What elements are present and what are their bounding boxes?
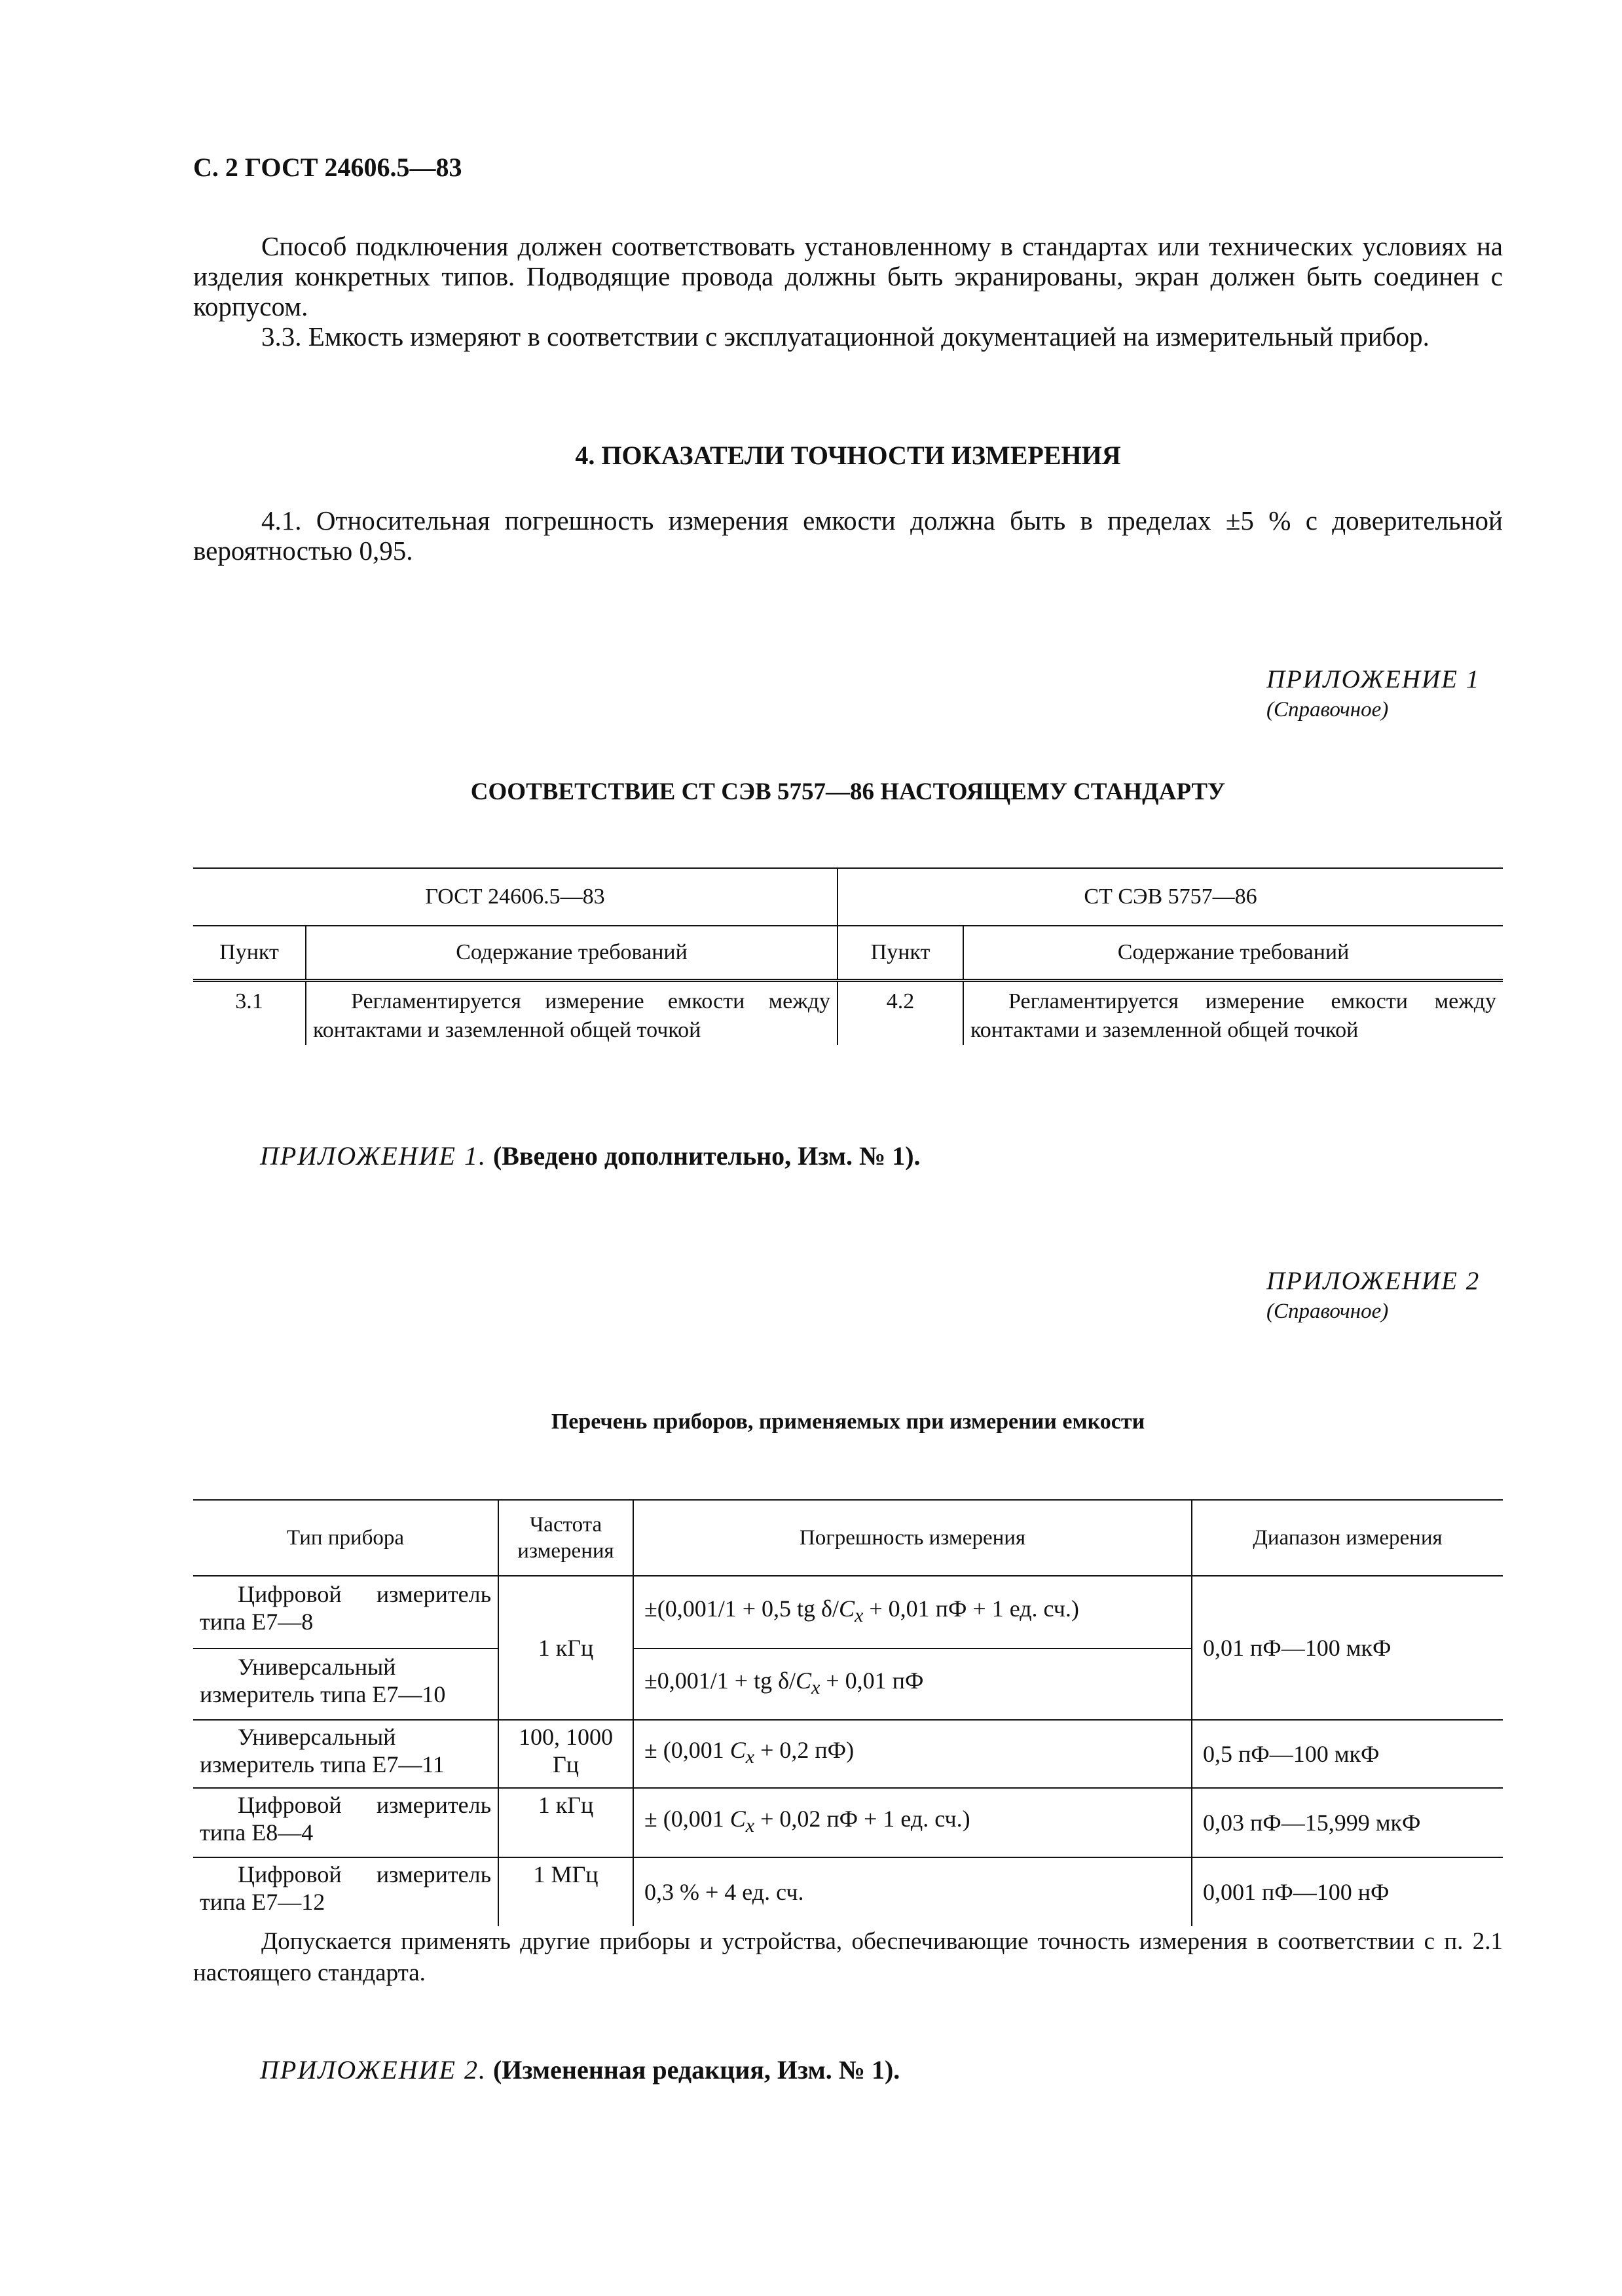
gost-point-cell: 3.1 bbox=[193, 981, 306, 1046]
st-sev-column-header: СТ СЭВ 5757—86 bbox=[1084, 884, 1257, 909]
st-sev-content-cell: Регламентируется измерение емкости между контактами и заземленной общей точкой bbox=[970, 989, 1497, 1042]
section-4-body bbox=[193, 505, 1503, 566]
appendix-2-note-label: ПРИЛОЖЕНИЕ 2. bbox=[260, 2055, 487, 2085]
instrument-type-cell: Универсальный измеритель типа Е7—11 bbox=[193, 1720, 498, 1788]
capacitance-symbol: $C_x$ bbox=[839, 1595, 864, 1627]
content-column-header: Содержание требований bbox=[306, 926, 838, 981]
range-cell: 0,03 пФ—15,999 мкФ bbox=[1192, 1788, 1503, 1857]
table-row bbox=[193, 1788, 1503, 1857]
capacitance-symbol: $C_x$ bbox=[729, 1737, 755, 1768]
appendix-1-note bbox=[260, 1140, 921, 1171]
error-formula: ±(0,001/1 + 0,5 tg $\delta/C_x + 0,01$ пФ + 1 ед. сч.) bbox=[644, 1595, 1079, 1627]
appendix-2-sub: (Справочное) bbox=[1266, 1300, 1389, 1323]
error-formula: ±0,001/1 + tg $\delta/C_x + 0,01$ пФ bbox=[644, 1667, 924, 1699]
clause-4-1: 4.1. Относительная погрешность измерения емкости должна быть в пределах ±5 % с доверительной вероятностью 0,95. bbox=[193, 505, 1503, 566]
intro-paragraph: Способ подключения должен соответствовать установленному в стандартах или технических условиях на изделия конкретных типов. Подводящие провода должны быть экранированы, экран должен быть соединен с корпусом. bbox=[193, 231, 1503, 321]
error-cell bbox=[633, 1720, 1192, 1788]
error-formula: ± (0,001 $C_x + 0,2$ пФ) bbox=[644, 1737, 855, 1768]
appendix-1-sub: (Справочное) bbox=[1266, 698, 1389, 721]
table-row bbox=[193, 1576, 1503, 1649]
gost-column-header: ГОСТ 24606.5—83 bbox=[193, 868, 838, 926]
section-4-heading: 4. ПОКАЗАТЕЛИ ТОЧНОСТИ ИЗМЕРЕНИЯ bbox=[575, 441, 1121, 470]
correspondence-table bbox=[193, 867, 1503, 1045]
table-row bbox=[193, 1857, 1503, 1926]
appendix-2-note-text: (Измененная редакция, Изм. № 1). bbox=[492, 2055, 900, 2085]
point-column-header: Пункт bbox=[193, 926, 306, 981]
frequency-cell: 1 кГц bbox=[498, 1576, 633, 1720]
intro-block bbox=[193, 231, 1503, 352]
clause-3-3: 3.3. Емкость измеряют в соответствии с эксплуатационной документацией на измерительный прибор. bbox=[261, 321, 1429, 352]
range-cell: 0,01 пФ—100 мкФ bbox=[1192, 1576, 1503, 1720]
appendix-2-footnote-block bbox=[193, 1926, 1503, 1989]
instrument-type-cell: Цифровой измеритель типа Е7—8 bbox=[193, 1576, 498, 1649]
instrument-type-cell: Цифровой измеритель типа Е7—12 bbox=[193, 1857, 498, 1926]
error-formula: 0,3 % + 4 ед. сч. bbox=[644, 1879, 804, 1905]
instruments-table bbox=[193, 1499, 1503, 1926]
gost-content-cell: Регламентируется измерение емкости между контактами и заземленной общей точкой bbox=[306, 981, 838, 1046]
range-cell: 0,001 пФ—100 нФ bbox=[1203, 1879, 1390, 1905]
capacitance-symbol: $C_x$ bbox=[729, 1806, 755, 1837]
error-cell bbox=[633, 1857, 1192, 1926]
table-row bbox=[193, 1720, 1503, 1788]
page-title: С. 2 ГОСТ 24606.5—83 bbox=[193, 153, 462, 182]
frequency-cell: 1 МГц bbox=[498, 1857, 633, 1926]
error-column-header: Погрешность измерения bbox=[633, 1500, 1192, 1576]
point-column-header: Пункт bbox=[838, 926, 963, 981]
appendix-1-title: СООТВЕТСТВИЕ СТ СЭВ 5757—86 НАСТОЯЩЕМУ СТАНДАРТУ bbox=[470, 778, 1226, 805]
content-column-header: Содержание требований bbox=[963, 926, 1503, 981]
instrument-type-cell: Цифровой измеритель типа Е8—4 bbox=[193, 1788, 498, 1857]
instrument-type-cell: Универсальный измеритель типа Е7—10 bbox=[193, 1649, 498, 1720]
table-header-row bbox=[193, 868, 1503, 926]
error-cell bbox=[633, 1788, 1192, 1857]
range-column-header: Диапазон измерения bbox=[1192, 1500, 1503, 1576]
frequency-column-header: Частота измерения bbox=[498, 1500, 633, 1576]
error-cell bbox=[633, 1649, 1192, 1720]
table-header-row bbox=[193, 1500, 1503, 1576]
type-column-header: Тип прибора bbox=[193, 1500, 498, 1576]
table-row bbox=[193, 981, 1503, 1046]
error-cell bbox=[633, 1576, 1192, 1649]
appendix-1-label: ПРИЛОЖЕНИЕ 1 bbox=[1266, 665, 1481, 693]
table-subheader-row bbox=[193, 926, 1503, 981]
frequency-cell: 100, 1000 Гц bbox=[498, 1720, 633, 1788]
error-formula: ± (0,001 $C_x + 0,02$ пФ + 1 ед. сч.) bbox=[644, 1806, 970, 1837]
frequency-cell: 1 кГц bbox=[498, 1788, 633, 1857]
st-sev-point-cell: 4.2 bbox=[838, 981, 963, 1046]
appendix-2-footnote: Допускается применять другие приборы и устройства, обеспечивающие точность измерения в соответствии с п. 2.1 настоящего стандарта. bbox=[193, 1928, 1503, 1986]
range-cell: 0,5 пФ—100 мкФ bbox=[1192, 1720, 1503, 1788]
appendix-1-note-label: ПРИЛОЖЕНИЕ 1. bbox=[260, 1141, 487, 1171]
appendix-2-label: ПРИЛОЖЕНИЕ 2 bbox=[1266, 1267, 1481, 1295]
appendix-1-note-text: (Введено дополнительно, Изм. № 1). bbox=[492, 1141, 921, 1171]
appendix-2-note bbox=[260, 2054, 900, 2085]
capacitance-symbol: $C_x$ bbox=[796, 1667, 820, 1699]
appendix-2-title: Перечень приборов, применяемых при измерении емкости bbox=[551, 1410, 1145, 1434]
